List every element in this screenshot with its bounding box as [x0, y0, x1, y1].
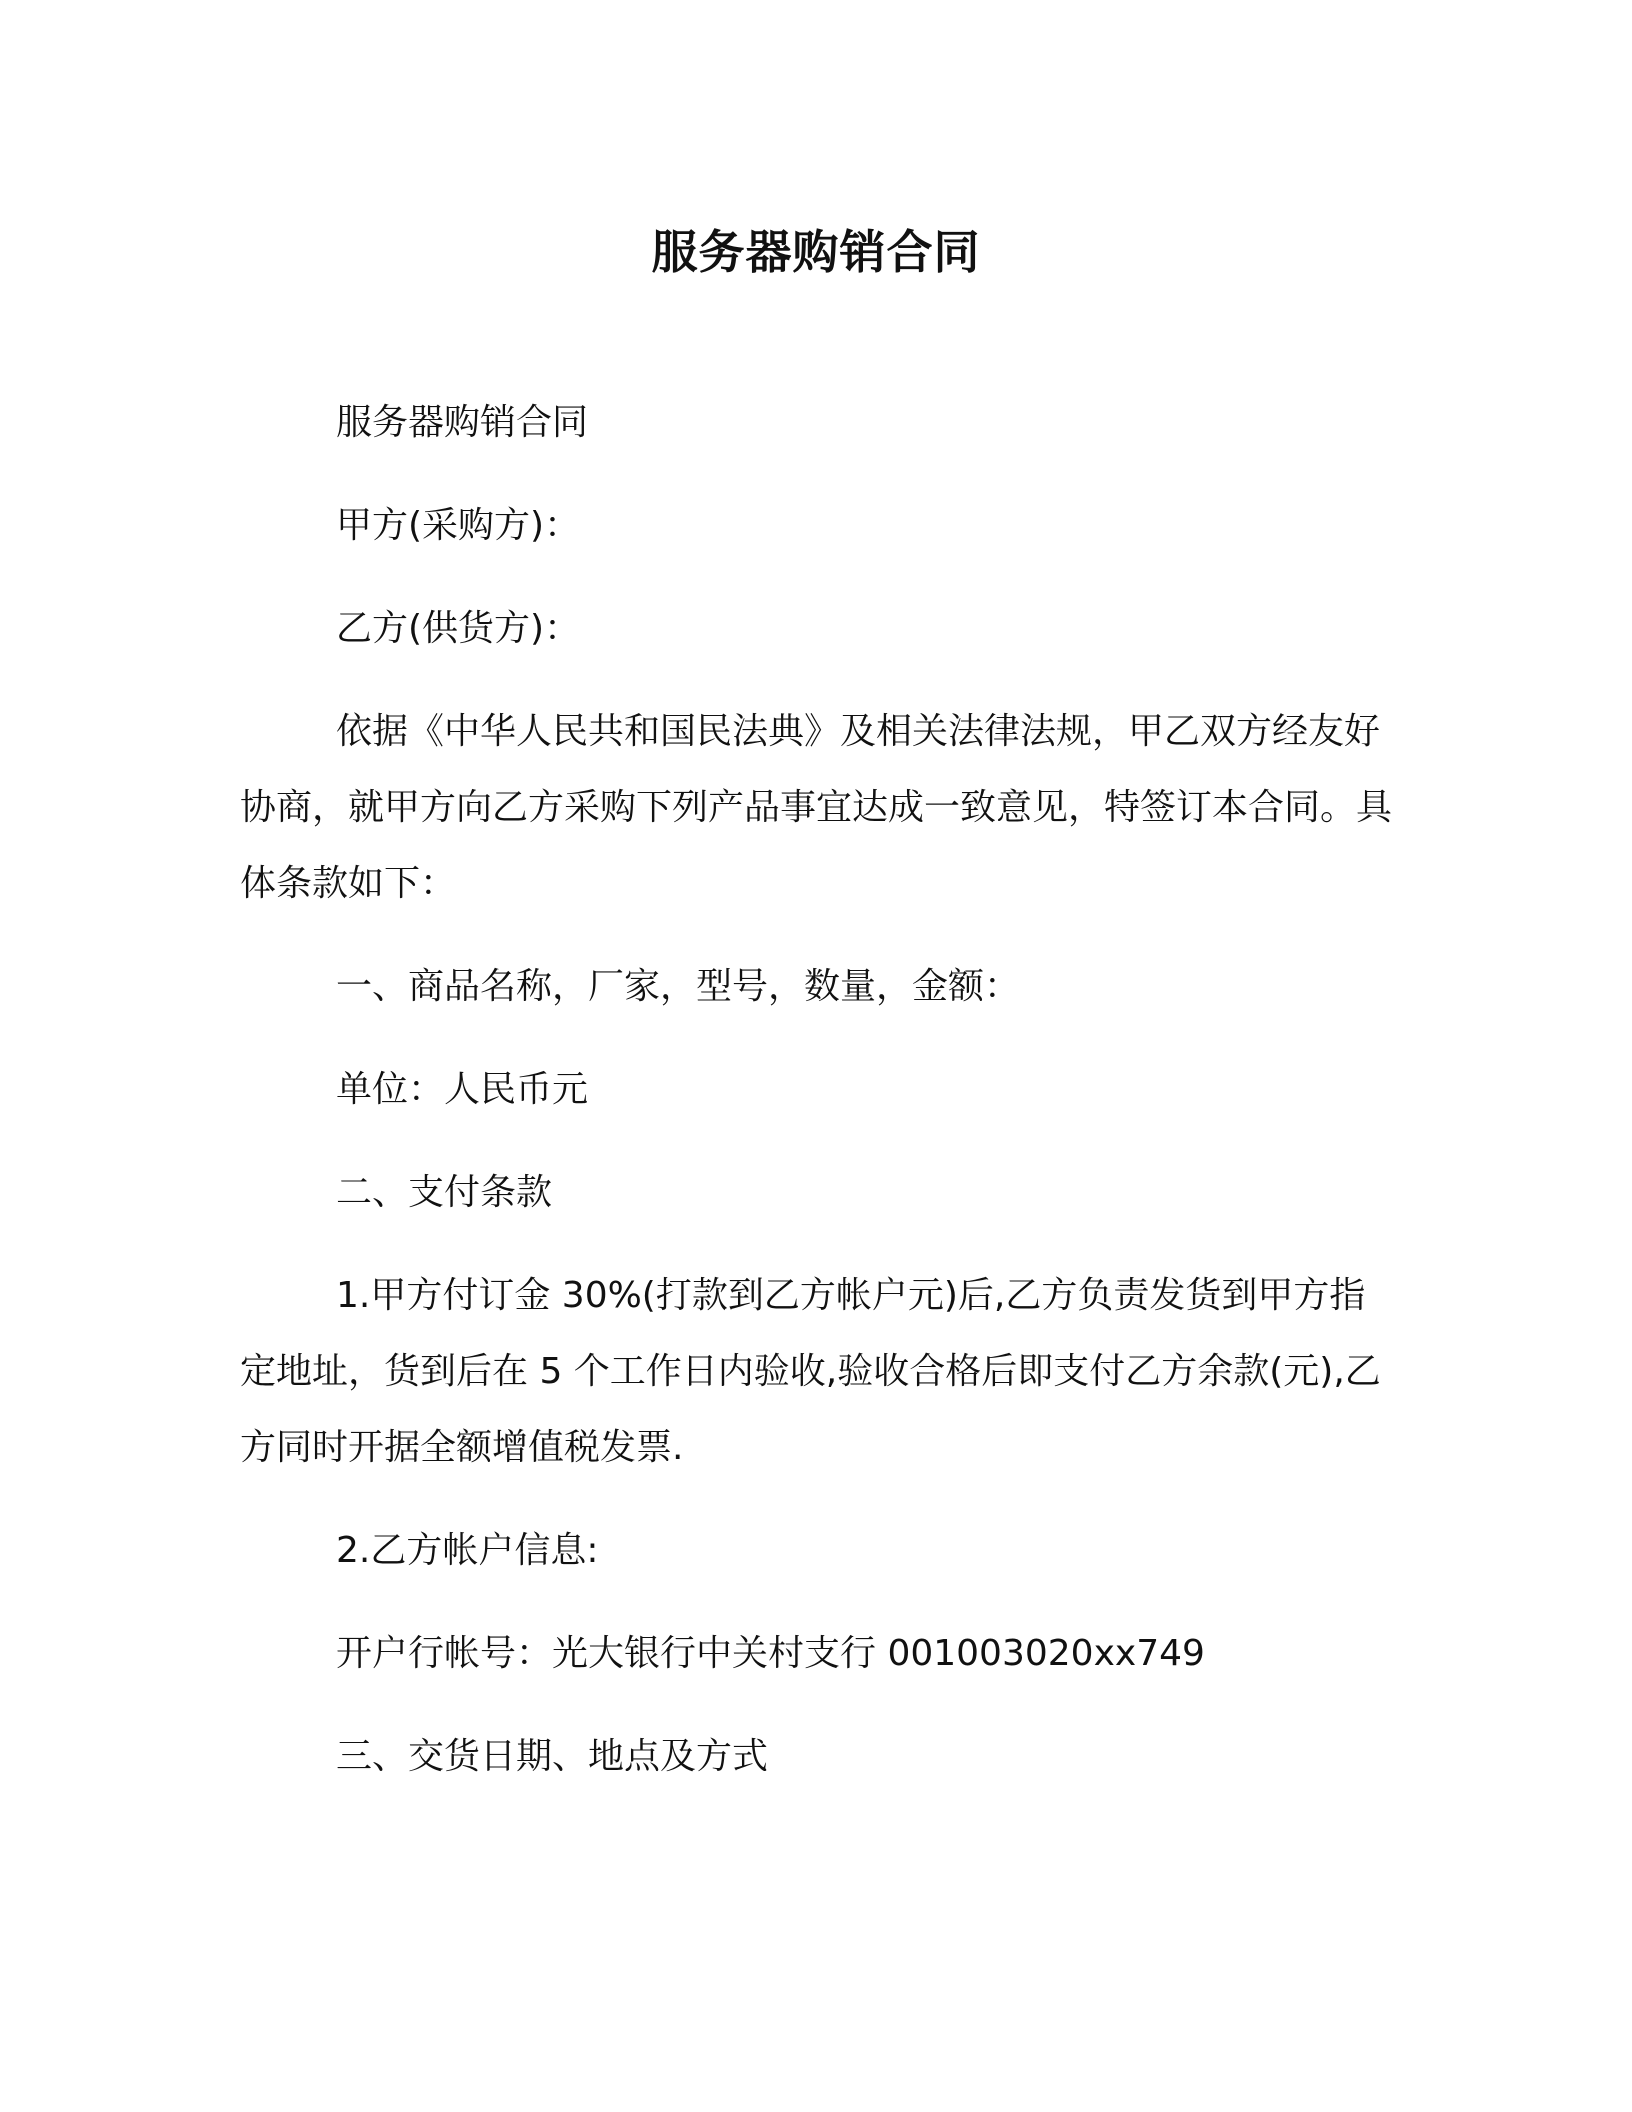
paragraph-bank-account: 开户行帐号：光大银行中关村支行 001003020xx749	[336, 1633, 1205, 1674]
paragraph-party-a: 甲方(采购方)：	[336, 505, 581, 546]
section-heading-delivery: 三、交货日期、地点及方式	[336, 1736, 769, 1777]
paragraph-account-info-heading: 2.乙方帐户信息:	[336, 1530, 599, 1571]
paragraph-party-b: 乙方(供货方)：	[336, 608, 581, 649]
paragraph-payment-terms: 1.甲方付订金 30%(打款到乙方帐户元)后,乙方负责发货到甲方指定地址，货到后在 5 个工作日内验收,验收合格后即支付乙方余款(元),乙方同时开据全额增值税发票.	[240, 1275, 1381, 1468]
paragraph-currency-unit: 单位：人民币元	[336, 1069, 589, 1110]
paragraph-preamble: 依据《中华人民共和国民法典》及相关法律法规，甲乙双方经友好协商，就甲方向乙方采购下列产品事宜达成一致意见，特签订本合同。具体条款如下：	[240, 711, 1393, 904]
document-body	[240, 385, 1400, 1822]
document-title: 服务器购销合同	[651, 225, 981, 279]
paragraph-contract-name: 服务器购销合同	[336, 402, 589, 443]
section-heading-goods: 一、商品名称，厂家，型号，数量，金额：	[336, 966, 1021, 1007]
section-heading-payment: 二、支付条款	[336, 1172, 553, 1213]
